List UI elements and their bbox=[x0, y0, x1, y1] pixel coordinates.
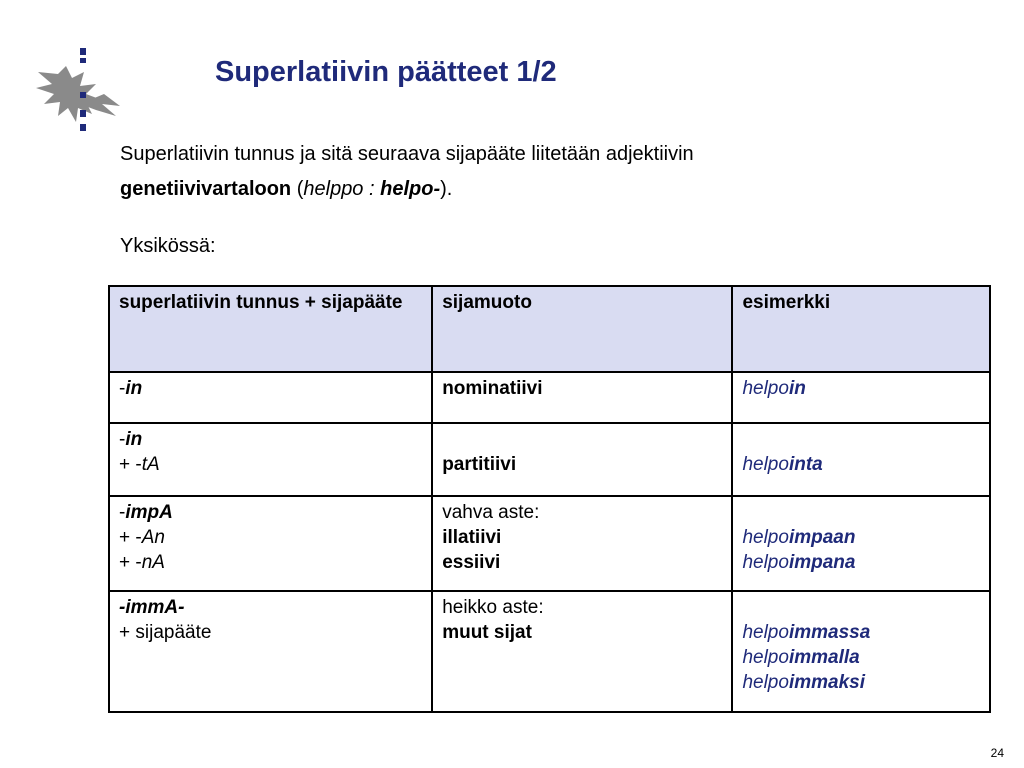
genitive-stem-term: genetiivivartaloon bbox=[120, 178, 292, 200]
example-word-stem: helpo bbox=[742, 378, 789, 399]
example-word bbox=[742, 525, 980, 550]
suffix-cell bbox=[109, 423, 432, 496]
table-header-row bbox=[109, 286, 990, 372]
suffix-form: in bbox=[125, 378, 143, 399]
table-row bbox=[109, 372, 990, 423]
example-base-word: helppo : bbox=[303, 178, 381, 200]
header-suffix: superlatiivin tunnus + sijapääte bbox=[109, 286, 432, 372]
suffix-cell bbox=[109, 372, 432, 423]
example-word bbox=[742, 452, 980, 477]
intro-line-2 bbox=[120, 172, 980, 207]
suffix-dash: - bbox=[119, 502, 126, 523]
example-cell bbox=[732, 496, 990, 591]
example-cell bbox=[732, 372, 990, 423]
intro-line-1: Superlatiivin tunnus ja sitä seuraava sijapääte liitetään adjektiivin bbox=[120, 143, 694, 165]
example-word-stem: helpo bbox=[742, 622, 789, 643]
example-word-ending: immassa bbox=[788, 622, 871, 643]
case-name: nominatiivi bbox=[442, 378, 543, 399]
example-word bbox=[742, 645, 980, 670]
grade-label: vahva aste: bbox=[442, 502, 540, 523]
suffix-dash: - bbox=[119, 429, 126, 450]
example-word-ending: inta bbox=[788, 454, 823, 475]
suffix-plus: + - bbox=[119, 454, 142, 475]
example-word-ending: in bbox=[788, 378, 806, 399]
suffix-form: in bbox=[125, 429, 143, 450]
suffix-plus: + - bbox=[119, 552, 142, 573]
suffix-line bbox=[119, 427, 422, 452]
header-case: sijamuoto bbox=[432, 286, 732, 372]
case-name: muut sijat bbox=[442, 622, 532, 643]
example-word-ending: impaan bbox=[788, 527, 856, 548]
suffix-extra-line bbox=[119, 550, 422, 575]
example-word-stem: helpo bbox=[742, 552, 789, 573]
example-stem: helpo- bbox=[380, 178, 441, 200]
example-word-stem: helpo bbox=[742, 454, 789, 475]
example-word bbox=[742, 550, 980, 575]
table-row bbox=[109, 423, 990, 496]
suffix-dash: - bbox=[119, 378, 126, 399]
header-example: esimerkki bbox=[732, 286, 990, 372]
paren-close: ). bbox=[440, 178, 453, 200]
case-name: partitiivi bbox=[442, 454, 517, 475]
suffix-extra-line: + sijapääte bbox=[119, 622, 212, 643]
suffix-extra-form: nA bbox=[141, 552, 165, 573]
suffix-form: impA bbox=[125, 502, 173, 523]
case-name: essiivi bbox=[442, 552, 501, 573]
example-word-stem: helpo bbox=[742, 527, 789, 548]
example-cell bbox=[732, 591, 990, 712]
suffix-line bbox=[119, 500, 422, 525]
case-cell bbox=[432, 496, 732, 591]
table-row bbox=[109, 496, 990, 591]
suffix-extra-form: tA bbox=[141, 454, 160, 475]
grade-label: heikko aste: bbox=[442, 597, 544, 618]
paren-open: ( bbox=[291, 178, 304, 200]
superlative-suffix-table bbox=[108, 285, 991, 713]
suffix-cell bbox=[109, 591, 432, 712]
example-word bbox=[742, 620, 980, 645]
example-cell bbox=[732, 423, 990, 496]
suffix-cell bbox=[109, 496, 432, 591]
example-word-ending: impana bbox=[788, 552, 856, 573]
suffix-plus: + - bbox=[119, 527, 142, 548]
page-number: 24 bbox=[990, 746, 1004, 760]
suffix-extra-form: An bbox=[141, 527, 165, 548]
example-word bbox=[742, 376, 980, 401]
suffix-form: -immA- bbox=[119, 597, 185, 618]
example-word-ending: immalla bbox=[788, 647, 860, 668]
slide-title: Superlatiivin päätteet 1/2 bbox=[215, 56, 557, 88]
table-row bbox=[109, 591, 990, 712]
intro-text bbox=[120, 137, 980, 264]
case-cell bbox=[432, 372, 732, 423]
case-name: illatiivi bbox=[442, 527, 502, 548]
suffix-extra-line bbox=[119, 452, 422, 477]
example-word bbox=[742, 670, 980, 695]
example-word-stem: helpo bbox=[742, 647, 789, 668]
case-cell bbox=[432, 591, 732, 712]
example-word-stem: helpo bbox=[742, 672, 789, 693]
case-cell bbox=[432, 423, 732, 496]
suffix-extra-line bbox=[119, 525, 422, 550]
singular-label: Yksikössä: bbox=[120, 235, 216, 257]
university-flame-logo-icon bbox=[36, 44, 126, 136]
example-word-ending: immaksi bbox=[788, 672, 865, 693]
